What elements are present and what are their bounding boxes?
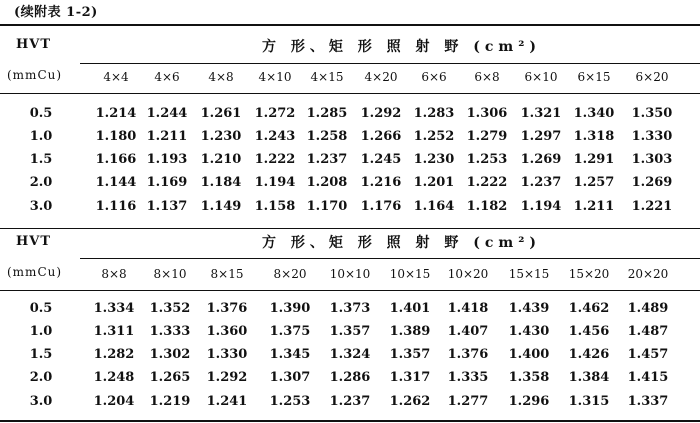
table-caption: (续附表 1-2)	[14, 5, 98, 20]
table-cell: 1.333	[149, 324, 191, 339]
column-header: 4×6	[154, 70, 180, 84]
table-cell: 1.401	[389, 301, 431, 316]
mid-rule	[0, 228, 700, 229]
bottom-rule	[0, 420, 700, 422]
field-size-title: 方 形、矩 形 照 射 野 (cm²)	[262, 235, 541, 251]
hvt-value: 2.0	[29, 370, 53, 385]
hvt-value: 3.0	[29, 199, 53, 214]
hvt-value: 1.5	[29, 347, 53, 362]
hvt-value: 1.5	[29, 152, 53, 167]
table-cell: 1.426	[568, 347, 610, 362]
column-header: 6×20	[635, 70, 669, 84]
table-cell: 1.330	[631, 129, 673, 144]
table-cell: 1.194	[254, 175, 296, 190]
column-header: 10×20	[447, 267, 489, 281]
column-header: 20×20	[627, 267, 669, 281]
column-header: 8×15	[210, 267, 244, 281]
hvt-label: HVT	[16, 234, 52, 249]
table-cell: 1.430	[508, 324, 550, 339]
column-header: 10×15	[389, 267, 431, 281]
table-cell: 1.384	[568, 370, 610, 385]
table-cell: 1.262	[389, 394, 431, 409]
table-cell: 1.211	[146, 129, 188, 144]
column-header: 10×10	[329, 267, 371, 281]
table-cell: 1.222	[466, 175, 508, 190]
table-cell: 1.149	[200, 199, 242, 214]
header-subrule-1	[80, 63, 700, 64]
table-cell: 1.400	[508, 347, 550, 362]
table-cell: 1.243	[254, 129, 296, 144]
table-cell: 1.184	[200, 175, 242, 190]
hvt-value: 2.0	[29, 175, 53, 190]
table-cell: 1.418	[447, 301, 489, 316]
table-cell: 1.302	[149, 347, 191, 362]
table-cell: 1.214	[95, 106, 137, 121]
hvt-value: 1.0	[29, 324, 53, 339]
table-cell: 1.137	[146, 199, 188, 214]
table-cell: 1.170	[306, 199, 348, 214]
column-header: 8×8	[101, 267, 127, 281]
table-cell: 1.357	[329, 324, 371, 339]
column-header: 15×20	[568, 267, 610, 281]
table-cell: 1.307	[269, 370, 311, 385]
table-cell: 1.306	[466, 106, 508, 121]
table-cell: 1.201	[413, 175, 455, 190]
table-cell: 1.244	[146, 106, 188, 121]
table-cell: 1.116	[95, 199, 137, 214]
table-cell: 1.334	[93, 301, 135, 316]
table-cell: 1.272	[254, 106, 296, 121]
table-cell: 1.253	[269, 394, 311, 409]
column-header: 4×15	[310, 70, 344, 84]
column-header: 8×10	[153, 267, 187, 281]
table-cell: 1.315	[568, 394, 610, 409]
table-cell: 1.439	[508, 301, 550, 316]
table-cell: 1.390	[269, 301, 311, 316]
table-cell: 1.230	[200, 129, 242, 144]
header-subrule-2	[80, 258, 700, 259]
table-cell: 1.241	[206, 394, 248, 409]
table-cell: 1.286	[329, 370, 371, 385]
header-rule-2	[0, 290, 700, 291]
table-cell: 1.283	[413, 106, 455, 121]
table-cell: 1.158	[254, 199, 296, 214]
table-cell: 1.216	[360, 175, 402, 190]
hvt-value: 0.5	[29, 106, 53, 121]
table-cell: 1.345	[269, 347, 311, 362]
hvt-unit: (mmCu)	[7, 68, 63, 82]
table-cell: 1.269	[520, 152, 562, 167]
column-header: 4×20	[364, 70, 398, 84]
table-cell: 1.487	[627, 324, 669, 339]
table-cell: 1.376	[206, 301, 248, 316]
table-cell: 1.221	[631, 199, 673, 214]
table-cell: 1.219	[149, 394, 191, 409]
field-size-title: 方 形、矩 形 照 射 野 (cm²)	[262, 39, 541, 55]
table-cell: 1.166	[95, 152, 137, 167]
table-cell: 1.296	[508, 394, 550, 409]
table-cell: 1.176	[360, 199, 402, 214]
column-header: 6×8	[474, 70, 500, 84]
column-header: 6×10	[524, 70, 558, 84]
table-cell: 1.208	[306, 175, 348, 190]
table-cell: 1.237	[329, 394, 371, 409]
column-header: 6×6	[421, 70, 447, 84]
table-cell: 1.252	[413, 129, 455, 144]
table-cell: 1.210	[200, 152, 242, 167]
table-cell: 1.360	[206, 324, 248, 339]
table-cell: 1.357	[389, 347, 431, 362]
table-cell: 1.253	[466, 152, 508, 167]
hvt-value: 0.5	[29, 301, 53, 316]
table-cell: 1.376	[447, 347, 489, 362]
table-cell: 1.311	[93, 324, 135, 339]
table-cell: 1.457	[627, 347, 669, 362]
table-cell: 1.222	[254, 152, 296, 167]
hvt-value: 1.0	[29, 129, 53, 144]
hvt-value: 3.0	[29, 394, 53, 409]
column-header: 4×8	[208, 70, 234, 84]
column-header: 4×10	[258, 70, 292, 84]
table-cell: 1.456	[568, 324, 610, 339]
table-cell: 1.292	[360, 106, 402, 121]
table-cell: 1.407	[447, 324, 489, 339]
table-cell: 1.297	[520, 129, 562, 144]
table-cell: 1.350	[631, 106, 673, 121]
header-rule-1	[0, 93, 700, 94]
table-cell: 1.340	[573, 106, 615, 121]
table-cell: 1.415	[627, 370, 669, 385]
table-cell: 1.169	[146, 175, 188, 190]
table-cell: 1.144	[95, 175, 137, 190]
hvt-unit: (mmCu)	[7, 265, 63, 279]
table-cell: 1.291	[573, 152, 615, 167]
table-cell: 1.265	[149, 370, 191, 385]
table-cell: 1.279	[466, 129, 508, 144]
column-header: 4×4	[103, 70, 129, 84]
table-cell: 1.330	[206, 347, 248, 362]
table-cell: 1.389	[389, 324, 431, 339]
table-cell: 1.373	[329, 301, 371, 316]
table-cell: 1.230	[413, 152, 455, 167]
table-cell: 1.269	[631, 175, 673, 190]
table-cell: 1.237	[520, 175, 562, 190]
table-cell: 1.303	[631, 152, 673, 167]
table-cell: 1.277	[447, 394, 489, 409]
column-header: 6×15	[577, 70, 611, 84]
table-cell: 1.182	[466, 199, 508, 214]
column-header: 8×20	[273, 267, 307, 281]
table-cell: 1.462	[568, 301, 610, 316]
table-cell: 1.258	[306, 129, 348, 144]
hvt-label: HVT	[16, 37, 52, 52]
table-cell: 1.292	[206, 370, 248, 385]
table-cell: 1.261	[200, 106, 242, 121]
table-cell: 1.285	[306, 106, 348, 121]
table-cell: 1.318	[573, 129, 615, 144]
table-cell: 1.180	[95, 129, 137, 144]
table-cell: 1.335	[447, 370, 489, 385]
table-cell: 1.164	[413, 199, 455, 214]
table-cell: 1.358	[508, 370, 550, 385]
table-cell: 1.282	[93, 347, 135, 362]
table-cell: 1.321	[520, 106, 562, 121]
table-cell: 1.489	[627, 301, 669, 316]
column-header: 15×15	[508, 267, 550, 281]
table-cell: 1.248	[93, 370, 135, 385]
table-cell: 1.266	[360, 129, 402, 144]
table-cell: 1.193	[146, 152, 188, 167]
table-cell: 1.375	[269, 324, 311, 339]
table-cell: 1.194	[520, 199, 562, 214]
table-cell: 1.352	[149, 301, 191, 316]
table-cell: 1.245	[360, 152, 402, 167]
table-cell: 1.257	[573, 175, 615, 190]
table-cell: 1.337	[627, 394, 669, 409]
table-cell: 1.211	[573, 199, 615, 214]
top-rule	[0, 24, 700, 26]
table-cell: 1.237	[306, 152, 348, 167]
table-cell: 1.204	[93, 394, 135, 409]
table-cell: 1.317	[389, 370, 431, 385]
table-cell: 1.324	[329, 347, 371, 362]
